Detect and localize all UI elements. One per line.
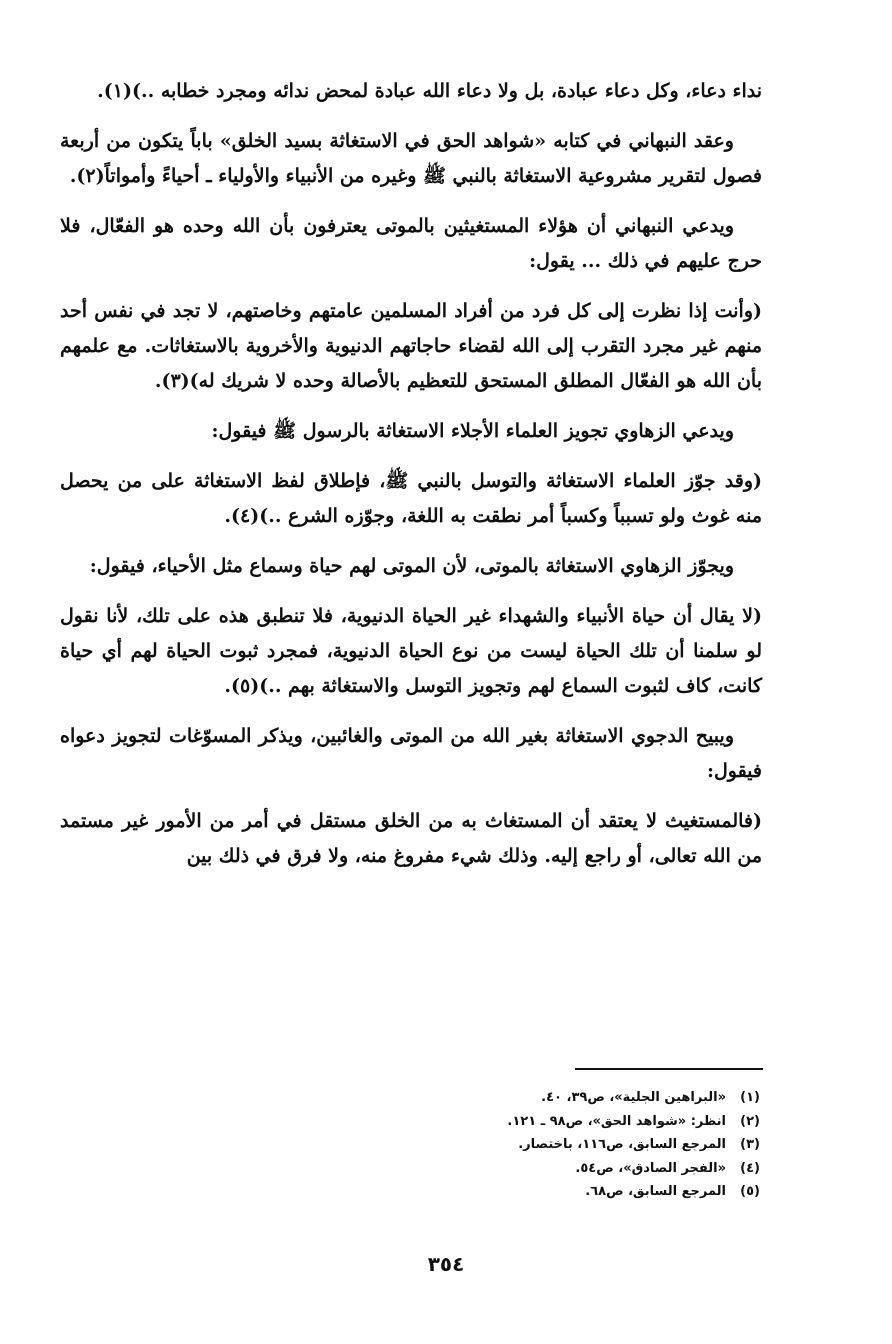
- quote-zahawi-2: (لا يقال أن حياة الأنبياء والشهداء غير الحياة الدنيوية، فلا تنطبق هذه على تلك، لأنا نقول لو سلمنا أن تلك الحياة ليست من نوع الحياة الدنيوية، فمجرد ثبوت الحياة لهم أي حياة كانت، كاف لثبوت السماع لهم وتجويز التوسل والاستغاثة بهم ..)(٥).: [60, 605, 762, 697]
- footnote-number: (٤): [740, 1160, 760, 1176]
- paragraph-zahawi-dead: ويجوّز الزهاوي الاستغاثة بالموتى، لأن الموتى لهم حياة وسماع مثل الأحياء، فيقول:: [89, 555, 734, 577]
- footnote-number: (٥): [740, 1184, 760, 1199]
- quote-nabhani: (وأنت إذا نظرت إلى كل فرد من أفراد المسلمين عامتهم وخاصتهم، لا تجد في نفس أحد منهم غير مجرد التقرب إلى الله لقضاء حاجاتهم الدنيوية والأخروية بالاستغاثات. مع علمهم بأن الله هو الفعّال المطلق المستحق للتعظيم بالأصالة وحده لا شريك له)(٣).: [60, 300, 762, 392]
- footnote-text: «البراهين الجلية»، ص٣٩، ٤٠.: [541, 1090, 726, 1105]
- paragraph-nabhani-book: وعقد النبهاني في كتابه «شواهد الحق في الاستغاثة بسيد الخلق» باباً يتكون من أربعة فصول لتقرير مشروعية الاستغاثة بالنبي ﷺ وغيره من الأنبياء والأولياء ـ أحياءً وأمواتاً(٢).: [60, 130, 762, 187]
- footnote-number: (٣): [740, 1137, 760, 1152]
- paragraph-dajawi: ويبيح الدجوي الاستغاثة بغير الله من الموتى والغائبين، ويذكر المسوّغات لتجويز دعواه فيقول:: [60, 725, 762, 782]
- footnote-text: المرجع السابق، ص٦٨.: [585, 1184, 726, 1199]
- paragraph-zahawi-claim: ويدعي الزهاوي تجويز العلماء الأجلاء الاستغاثة بالرسول ﷺ فيقول:: [211, 420, 734, 442]
- footnote-divider: [575, 1068, 763, 1070]
- footnote-text: انظر: «شواهد الحق»، ص٩٨ ـ ١٢١.: [507, 1113, 726, 1129]
- footnote-number: (٢): [740, 1113, 760, 1129]
- footnote-item: [60, 1133, 760, 1157]
- footnote-number: (١): [740, 1090, 760, 1105]
- paragraph-continuation: نداء دعاء، وكل دعاء عبادة، بل ولا دعاء الله عبادة لمحض ندائه ومجرد خطابه ..)(١).: [97, 80, 762, 102]
- footnote-text: المرجع السابق، ص١١٦، باختصار.: [518, 1137, 726, 1152]
- footnote-item: [60, 1157, 760, 1181]
- page-body: [60, 74, 762, 889]
- quote-dajawi: (فالمستغيث لا يعتقد أن المستغاث به من الخلق مستقل في أمر من الأمور غير مستمد من الله تعالى، أو راجع إليه. وذلك شيء مفروغ منه، ولا فرق في ذلك بين: [60, 810, 762, 867]
- footnote-text: «الفجر الصادق»، ص٥٤.: [575, 1160, 726, 1176]
- paragraph-nabhani-claim: ويدعي النبهاني أن هؤلاء المستغيثين بالموتى يعترفون بأن الله وحده هو الفعّال، فلا حرج عليهم في ذلك ... يقول:: [60, 215, 762, 272]
- footnote-item: [60, 1180, 760, 1204]
- footnote-item: [60, 1086, 760, 1110]
- page-number: ٣٥٤: [427, 1252, 465, 1276]
- footnotes: [60, 1086, 760, 1204]
- quote-zahawi-1: (وقد جوّز العلماء الاستغاثة والتوسل بالنبي ﷺ، فإطلاق لفظ الاستغاثة على من يحصل منه غوث ولو تسبباً وكسباً أمر نطقت به اللغة، وجوّزه الشرع ..)(٤).: [60, 470, 762, 527]
- footnote-item: [60, 1110, 760, 1134]
